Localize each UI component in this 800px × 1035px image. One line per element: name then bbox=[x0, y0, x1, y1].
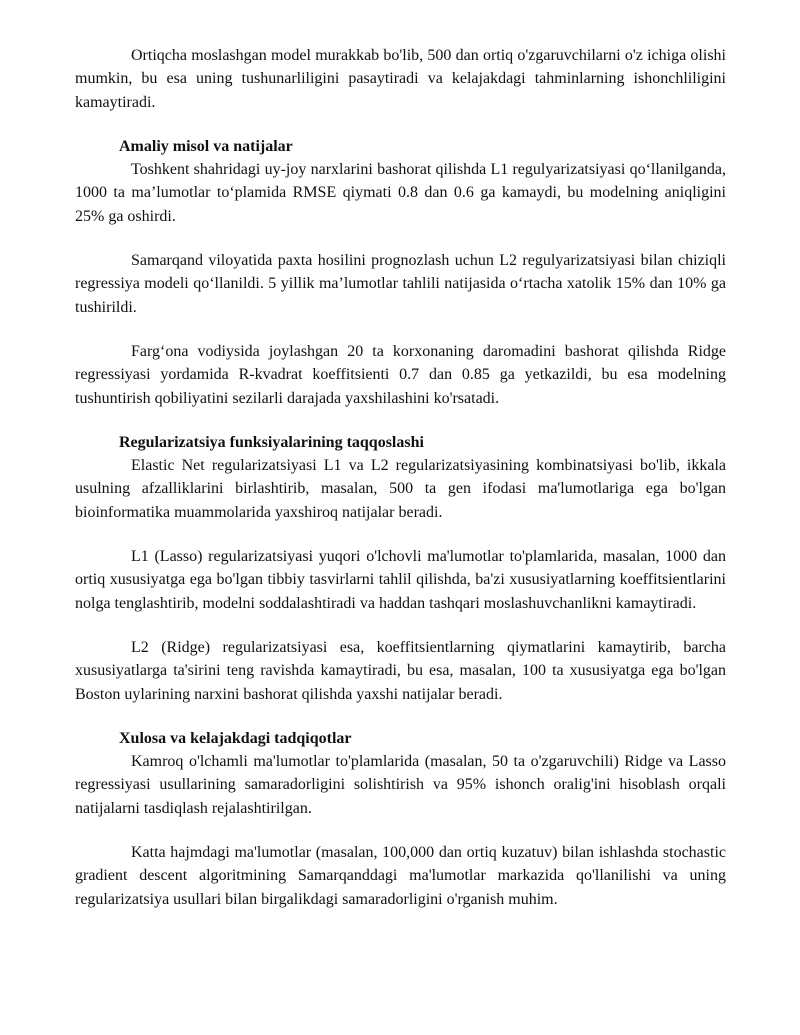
section-practical-example bbox=[75, 135, 726, 410]
section-regularization-comparison bbox=[75, 431, 726, 706]
paragraph-tashkent: Toshkent shahridagi uy-joy narxlarini bashorat qilishda L1 regulyarizatsiyasi qo‘llanilganda, 1000 ta ma’lumotlar to‘plamida RMSE qiymati 0.8 dan 0.6 ga kamaydi, bu modelning aniqligini 25% ga oshirdi. bbox=[75, 161, 726, 225]
intro-paragraph: Ortiqcha moslashgan model murakkab bo'lib, 500 dan ortiq o'zgaruvchilarni o'z ichiga olishi mumkin, bu esa uning tushunarliligini pasaytiradi va kelajakdagi tahminlarning ishonchliligini kamaytiradi. bbox=[75, 47, 726, 111]
section-heading-practical-example: Amaliy misol va natijalar bbox=[119, 137, 293, 155]
section-heading-conclusion: Xulosa va kelajakdagi tadqiqotlar bbox=[119, 729, 352, 747]
paragraph-small-data: Kamroq o'lchamli ma'lumotlar to'plamlarida (masalan, 50 ta o'zgaruvchili) Ridge va Lasso regressiyasi usullarining samaradorligini solishtirish va 95% ishonch oralig'ini hisoblash orqali natijalarni tasdiqlash rejalashtirilgan. bbox=[75, 753, 726, 817]
paragraph-l2-ridge: L2 (Ridge) regularizatsiyasi esa, koeffitsientlarning qiymatlarini kamaytirib, barcha xususiyatlarga ta'sirini teng ravishda kamaytiradi, bu esa, masalan, 100 ta xususiyatga ega bo'lgan Boston uylarining narxini bashorat qilishda yaxshi natijalar beradi. bbox=[75, 638, 726, 703]
paragraph-large-data: Katta hajmdagi ma'lumotlar (masalan, 100,000 dan ortiq kuzatuv) bilan ishlashda stochastic gradient descent algoritmining Samarqanddagi ma'lumotlar markazida qo'llanilishi va uning regularizatsiya usullari bilan birgalikdagi samaradorligini o'rganish muhim. bbox=[75, 844, 726, 908]
paragraph-fergana: Farg‘ona vodiysida joylashgan 20 ta korxonaning daromadini bashorat qilishda Ridge regressiyasi yordamida R-kvadrat koeffitsienti 0.7 dan 0.85 ga yetkazildi, bu esa modelning tushuntirish qobiliyatini sezilarli darajada yaxshilashini ko'rsatadi. bbox=[75, 342, 726, 407]
paragraph-l1-lasso: L1 (Lasso) regularizatsiyasi yuqori o'lchovli ma'lumotlar to'plamlarida, masalan, 1000 dan ortiq xususiyatga ega bo'lgan tibbiy tasvirlarni tahlil qilishda, ba'zi xususiyatlarning koeffitsientlarini nolga tenglashtirib, modelni soddalashtiradi va haddan tashqari moslashuvchanlikni kamaytiradi. bbox=[75, 548, 726, 612]
document-page bbox=[75, 44, 726, 911]
section-heading-regularization-comparison: Regularizatsiya funksiyalarining taqqoslashi bbox=[119, 433, 424, 451]
paragraph-elastic-net: Elastic Net regularizatsiyasi L1 va L2 regularizatsiyasining kombinatsiyasi bo'lib, ikkala usulning afzalliklarini birlashtirib, masalan, 500 ta gen ifodasi ma'lumotlariga ega bo'lgan bioinformatika muammolarida yaxshiroq natijalar beradi. bbox=[75, 457, 726, 521]
paragraph-samarkand: Samarqand viloyatida paxta hosilini prognozlash uchun L2 regulyarizatsiyasi bilan chiziqli regressiya modeli qo‘llanildi. 5 yillik ma’lumotlar tahlili natijasida o‘rtacha xatolik 15% dan 10% ga tushirildi. bbox=[75, 252, 726, 316]
section-conclusion bbox=[75, 727, 726, 911]
